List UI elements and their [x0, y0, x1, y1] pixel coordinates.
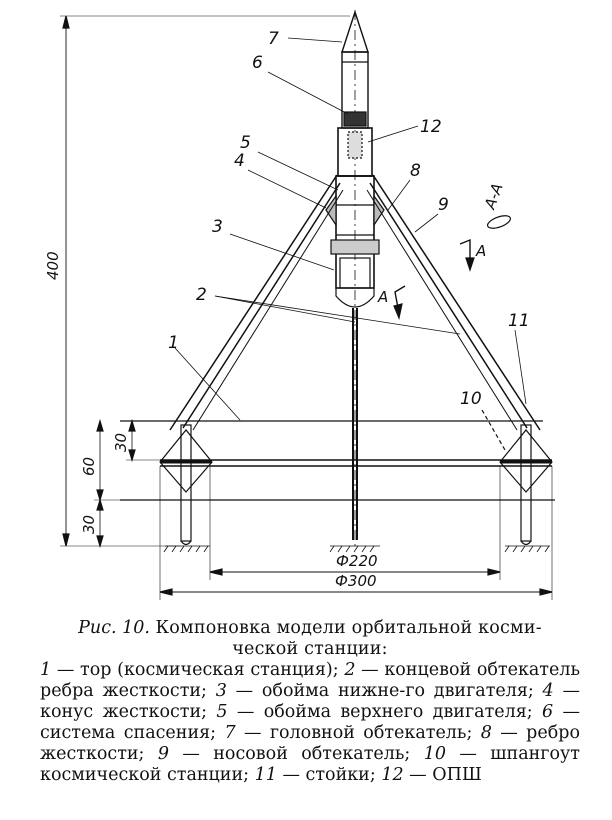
caption-title-line2: ческой станции:: [232, 639, 388, 659]
callout-8: 8: [410, 161, 421, 181]
opsh-device: [348, 132, 362, 158]
legend: [40, 660, 580, 786]
dim-60: 60: [80, 456, 98, 476]
stiffening-cone: [326, 196, 336, 225]
section-mark-a-lower: А: [378, 288, 389, 306]
callout-9: 9: [438, 195, 449, 215]
legend-item: 10 — шпангоут космической станции;: [40, 744, 580, 785]
dim-30-top: 30: [112, 432, 130, 452]
legend-item: 5 — обойма верхнего двигателя;: [216, 702, 533, 722]
figure-caption: [40, 618, 580, 786]
caption-title-line1: Компоновка модели орбитальной косми-: [155, 618, 542, 638]
legend-item: 11 — стойки;: [254, 765, 376, 785]
section-aa-profile: [486, 213, 512, 231]
callout-2: 2: [196, 285, 207, 305]
legend-item: 9 — носовой обтекатель;: [157, 744, 411, 764]
callout-6: 6: [252, 53, 263, 73]
callout-10: 10: [460, 389, 482, 409]
dim-diameter-220: Ф220: [336, 552, 378, 570]
callout-4: 4: [234, 151, 245, 171]
left-leg: [181, 425, 191, 541]
dim-height-400: 400: [44, 251, 62, 280]
callout-1: 1: [168, 333, 179, 353]
dim-30-bottom: 30: [80, 514, 98, 534]
legend-item: 12 — ОПШ: [381, 765, 482, 785]
legend-item: 4 — конус жесткости;: [40, 681, 580, 722]
legend-item: 7 — головной обтекатель;: [224, 723, 473, 743]
callout-7: 7: [268, 29, 279, 49]
legend-item: 6 — система спасения;: [40, 702, 580, 743]
right-leg: [521, 425, 531, 541]
lower-engine-mount: [331, 240, 379, 254]
rescue-system: [344, 112, 366, 126]
callout-3: 3: [212, 217, 223, 237]
rib-right: [373, 175, 540, 430]
callout-5: 5: [240, 133, 251, 153]
callout-12: 12: [420, 117, 442, 137]
legend-item: 8 — ребро жесткости;: [40, 723, 580, 764]
legend-item: 1 — тор (космическая станция);: [40, 660, 339, 680]
section-aa-label: А-А: [480, 180, 507, 212]
station-frame: [482, 410, 505, 450]
caption-title: [40, 618, 580, 660]
caption-lead: Рис. 10.: [78, 618, 150, 638]
callout-11: 11: [508, 311, 530, 331]
section-mark-a-upper: А: [476, 242, 487, 260]
dim-diameter-300: Ф300: [335, 572, 377, 590]
legend-item: 2 — концевой обтекатель ребра жесткости;: [40, 660, 580, 701]
legend-item: 3 — обойма нижне-го двигателя;: [215, 681, 534, 701]
